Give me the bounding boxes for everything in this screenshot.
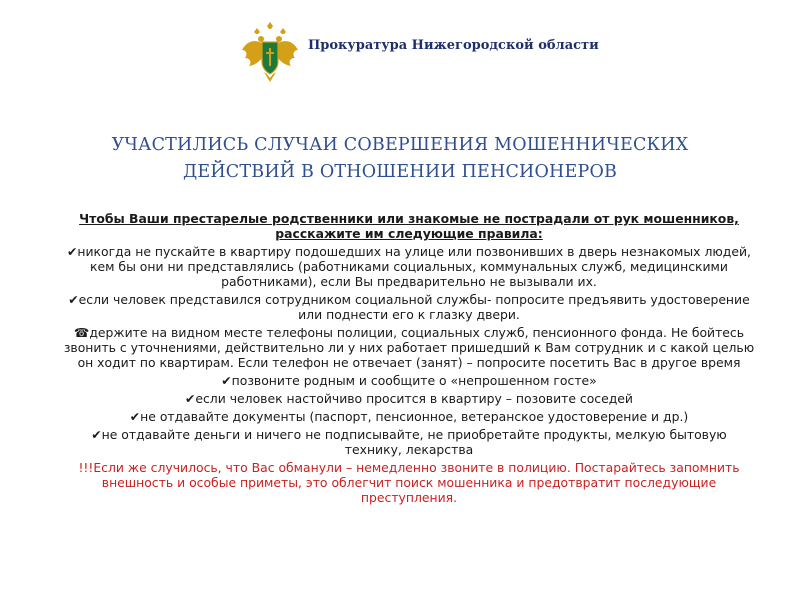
rule-item (62, 391, 756, 406)
check-mark-icon: ✔ (221, 373, 232, 388)
rule-item (62, 244, 756, 289)
rule-text: позвоните родным и сообщите о «непрошенном госте» (231, 373, 597, 388)
check-mark-icon: ✔ (91, 427, 102, 442)
rule-item (62, 292, 756, 322)
rule-text: если человек настойчиво просится в квартиру – позовите соседей (195, 391, 633, 406)
page-title (100, 132, 700, 186)
check-mark-icon: ✔ (129, 409, 141, 424)
rule-item (62, 373, 756, 388)
rule-item (62, 325, 756, 370)
rule-text: не отдавайте документы (паспорт, пенсионное, ветеранское удостоверение и др.) (140, 409, 689, 424)
rule-text: никогда не пускайте в квартиру подошедших на улице или позвонивших в дверь незнакомых людей, кем бы они ни представлялись (работниками социальных, коммунальных служб, медицинскими работниками), если Вы предварительно не вызывали их. (77, 244, 751, 289)
page-title-line-2: ДЕЙСТВИЙ В ОТНОШЕНИИ ПЕНСИОНЕРОВ (182, 162, 618, 182)
rule-item (62, 427, 756, 457)
check-mark-icon: ✔ (184, 391, 196, 406)
header (240, 22, 600, 86)
intro-text: Чтобы Ваши престарелые родственники или знакомые не пострадали от рук мошенников, расскажите им следующие правила: (79, 211, 739, 241)
rule-item (62, 409, 756, 424)
warning-text: !!!Если же случилось, что Вас обманули – немедленно звоните в полицию. Постарайтесь запомнить внешность и особые приметы, это облегчит поиск мошенника и предотвратит последующие преступления. (78, 460, 740, 505)
rule-text: если человек представился сотрудником социальной службы- попросите предъявить удостоверение или поднести его к глазку двери. (78, 292, 750, 322)
double-headed-eagle-emblem-icon (240, 22, 300, 84)
rule-text: не отдавайте деньги и ничего не подписывайте, не приобретайте продукты, мелкую бытовую технику, лекарства (101, 427, 727, 457)
org-title: Прокуратура Нижегородской области (308, 38, 599, 53)
rules-content (62, 211, 756, 505)
rule-text: держите на видном месте телефоны полиции, социальных служб, пенсионного фонда. Не бойтесь звонить с уточнениями, действительно ли у них работает пришедший к Вам сотрудник и с какой целью он ходит по квартирам. Если телефон не отвечает (занят) – попросите посетить Вас в другое время (63, 325, 755, 370)
check-mark-icon: ✔ (67, 244, 78, 259)
telephone-icon: ☎ (73, 325, 90, 340)
check-mark-icon: ✔ (68, 292, 79, 307)
page-title-line-1: УЧАСТИЛИСЬ СЛУЧАИ СОВЕРШЕНИЯ МОШЕННИЧЕСКИХ (111, 135, 689, 155)
